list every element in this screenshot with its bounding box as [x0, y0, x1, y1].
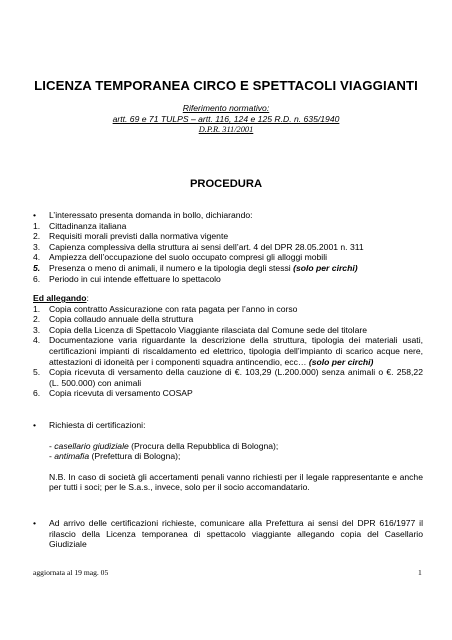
item-number: 4.: [33, 252, 41, 263]
item-text: Periodo in cui intende effettuare lo spettacolo: [49, 273, 221, 284]
intro-text: L’interessato presenta domanda in bollo, dichiarando:: [49, 210, 253, 220]
item-number: 2.: [33, 231, 41, 242]
certificate-detail: (Prefettura di Bologna);: [89, 451, 181, 462]
item-text: Ampiezza dell’occupazione del suolo occupato compresi gli alloggi mobili: [49, 252, 328, 263]
certificates-section: [33, 420, 423, 493]
footer-updated: aggiornata al 19 mag. 05: [33, 568, 109, 577]
item-note: (solo per circhi): [293, 262, 358, 273]
item-text: Documentazione varia riguardante la descrizione della struttura, tipologia dei materiali usati, certificazioni impianti di riscaldamento ed elettrico, tipologia dell’impianto di scarico acque nere, attestazioni di idoneità per i componenti squadra antincendio, ecc…: [49, 335, 423, 367]
item-number: 6.: [33, 273, 41, 284]
item-text: Presenza o meno di animali, il numero e la tipologia degli stessi: [49, 262, 291, 273]
item-number: 6.: [33, 388, 41, 399]
bullet: •: [33, 210, 37, 220]
final-item: [33, 518, 423, 550]
reference-label: Riferimento normativo:: [182, 103, 270, 113]
certificate-line: [33, 451, 423, 462]
certificate-name: antimafia: [54, 451, 90, 462]
item-text: Copia ricevuta di versamento della cauzione di €. 103,29 (L.200.000) senza animali o €. 258,22 (L. 500.000) con animali: [49, 367, 423, 388]
item-number: 4.: [33, 335, 41, 346]
intro-item: [33, 210, 423, 221]
nb-note: [33, 472, 423, 493]
certificate-name: casellario giudiziale: [54, 440, 129, 451]
dash: -: [49, 440, 55, 451]
attachment-item: [33, 304, 423, 315]
declaration-item: [33, 252, 423, 263]
item-number: 1.: [33, 303, 41, 314]
attachment-item: [33, 388, 423, 399]
attachments-section: [33, 293, 423, 399]
declaration-item: [33, 221, 423, 232]
reference-articles: artt. 69 e 71 TULPS – artt. 116, 124 e 125 R.D. n. 635/1940: [112, 114, 340, 124]
dash: -: [49, 451, 55, 462]
attachments-heading: [33, 293, 423, 304]
certificates-text: Richiesta di certificazioni:: [49, 420, 146, 430]
attachments-colon: :: [86, 293, 89, 303]
attachment-item: [33, 367, 423, 388]
item-text: Cittadinanza italiana: [49, 220, 127, 231]
certificate-line: [33, 441, 423, 452]
declaration-item: [33, 274, 423, 285]
item-text: Requisiti morali previsti dalla normativa vigente: [49, 231, 229, 242]
declaration-item: [33, 263, 423, 274]
attachments-label: Ed allegando: [33, 293, 87, 303]
final-text: Ad arrivo delle certificazioni richieste, comunicare alla Prefettura ai sensi del DPR 616/1977 il rilascio della Licenza temporanea di spettacolo viaggiante allegando copia del Casellario Giudiziale: [49, 518, 423, 550]
declarations-section: [33, 210, 423, 284]
declaration-item: [33, 242, 423, 253]
declaration-item: [33, 231, 423, 242]
item-note: (solo per circhi): [308, 356, 374, 367]
item-number: 1.: [33, 220, 41, 231]
item-text: Capienza complessiva della struttura ai sensi dell’art. 4 del DPR 28.05.2001 n. 311: [49, 241, 364, 252]
document-title: LICENZA TEMPORANEA CIRCO E SPETTACOLI VIAGGIANTI: [34, 78, 418, 93]
item-text: Copia collaudo annuale della struttura: [49, 314, 194, 325]
procedure-heading: PROCEDURA: [189, 178, 263, 190]
item-number: 3.: [33, 324, 41, 335]
attachment-item: [33, 314, 423, 325]
item-number: 3.: [33, 241, 41, 252]
final-section: [33, 518, 423, 550]
certificate-detail: (Procura della Repubblica di Bologna);: [128, 440, 279, 451]
nb-text: N.B. In caso di società gli accertamenti penali vanno richiesti per il legale rappresentante e anche per tutti i soci; per le S.a.s., invece, solo per il socio accomandatario.: [49, 471, 423, 493]
bullet: •: [33, 518, 37, 528]
item-text: Copia della Licenza di Spettacolo Viaggiante rilasciata dal Comune sede del titolare: [49, 324, 368, 335]
item-text: Copia ricevuta di versamento COSAP: [49, 388, 193, 399]
item-number: 5.: [33, 262, 41, 273]
attachment-item: [33, 335, 423, 367]
attachment-item: [33, 325, 423, 336]
reference-dpr: D.P.R. 311/2001: [198, 125, 254, 134]
bullet: •: [33, 420, 37, 430]
footer-page-number: 1: [418, 568, 422, 577]
item-number: 2.: [33, 314, 41, 325]
certificates-item: [33, 420, 423, 431]
item-number: 5.: [33, 367, 41, 378]
item-text: Copia contratto Assicurazione con rata pagata per l’anno in corso: [49, 303, 298, 314]
